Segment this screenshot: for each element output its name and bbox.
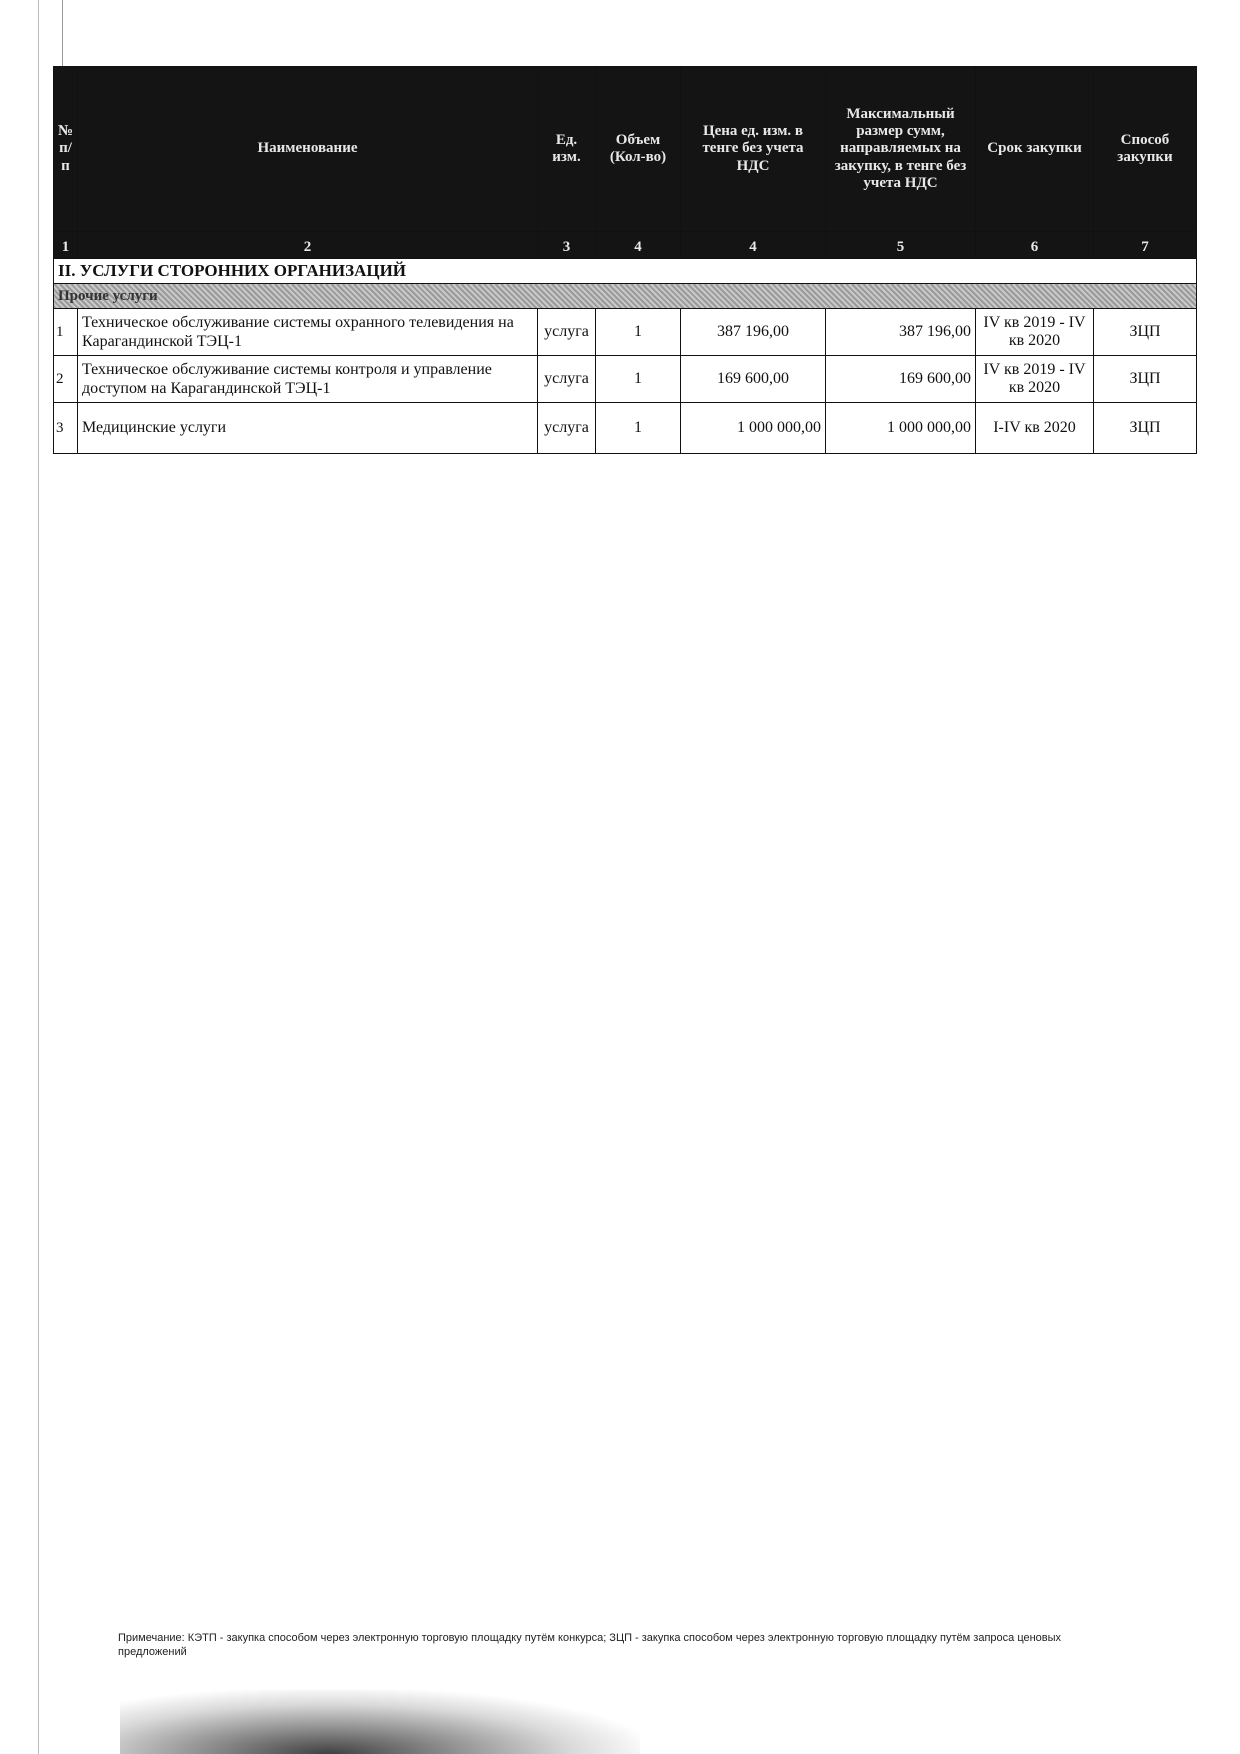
- table-row: [54, 403, 1197, 454]
- row-qty: 1: [596, 356, 681, 403]
- row-method: ЗЦП: [1094, 309, 1197, 356]
- row-total: 1 000 000,00: [826, 403, 976, 454]
- row-unit: услуга: [538, 309, 596, 356]
- scan-smudge: [120, 1690, 640, 1754]
- group-row: [54, 284, 1197, 309]
- column-number: 4: [681, 232, 826, 259]
- row-total: 169 600,00: [826, 356, 976, 403]
- header-price: Цена ед. изм. в тенге без учета НДС: [681, 67, 826, 232]
- section-row: [54, 259, 1197, 284]
- row-price: 387 196,00: [681, 309, 826, 356]
- row-unit: услуга: [538, 356, 596, 403]
- table-row: [54, 356, 1197, 403]
- row-price: 169 600,00: [681, 356, 826, 403]
- header-num: № п/п: [54, 67, 78, 232]
- row-price: 1 000 000,00: [681, 403, 826, 454]
- row-method: ЗЦП: [1094, 356, 1197, 403]
- row-name: Техническое обслуживание системы контроля и управление доступом на Карагандинской ТЭЦ-1: [78, 356, 538, 403]
- procurement-table: [53, 66, 1197, 454]
- column-number: 1: [54, 232, 78, 259]
- row-period: IV кв 2019 - IV кв 2020: [976, 356, 1094, 403]
- column-number: 4: [596, 232, 681, 259]
- table-row: [54, 309, 1197, 356]
- page-edge-top: [62, 0, 63, 70]
- row-total: 387 196,00: [826, 309, 976, 356]
- row-number: 1: [54, 309, 78, 356]
- column-number: 7: [1094, 232, 1197, 259]
- header-unit: Ед. изм.: [538, 67, 596, 232]
- row-qty: 1: [596, 403, 681, 454]
- header-method: Способ закупки: [1094, 67, 1197, 232]
- row-number: 2: [54, 356, 78, 403]
- column-number: 6: [976, 232, 1094, 259]
- header-total: Максимальный размер сумм, направляемых на закупку, в тенге без учета НДС: [826, 67, 976, 232]
- page-edge: [38, 0, 39, 1754]
- footnote: Примечание: КЭТП - закупка способом через электронную торговую площадку путём конкурса; ЗЦП - закупка способом через электронную торговую площадку путём запроса ценовых предложений: [118, 1632, 1062, 1658]
- header-period: Срок закупки: [976, 67, 1094, 232]
- group-title: Прочие услуги: [54, 284, 1197, 309]
- column-number: 5: [826, 232, 976, 259]
- column-number-row: [54, 232, 1197, 259]
- row-qty: 1: [596, 309, 681, 356]
- row-method: ЗЦП: [1094, 403, 1197, 454]
- row-period: I-IV кв 2020: [976, 403, 1094, 454]
- row-period: IV кв 2019 - IV кв 2020: [976, 309, 1094, 356]
- column-number: 2: [78, 232, 538, 259]
- row-number: 3: [54, 403, 78, 454]
- row-name: Медицинские услуги: [78, 403, 538, 454]
- row-name: Техническое обслуживание системы охранного телевидения на Карагандинской ТЭЦ-1: [78, 309, 538, 356]
- header-name: Наименование: [78, 67, 538, 232]
- section-title: II. УСЛУГИ СТОРОННИХ ОРГАНИЗАЦИЙ: [54, 259, 1197, 284]
- row-unit: услуга: [538, 403, 596, 454]
- header-qty: Объем (Кол-во): [596, 67, 681, 232]
- header-row: [54, 67, 1197, 232]
- column-number: 3: [538, 232, 596, 259]
